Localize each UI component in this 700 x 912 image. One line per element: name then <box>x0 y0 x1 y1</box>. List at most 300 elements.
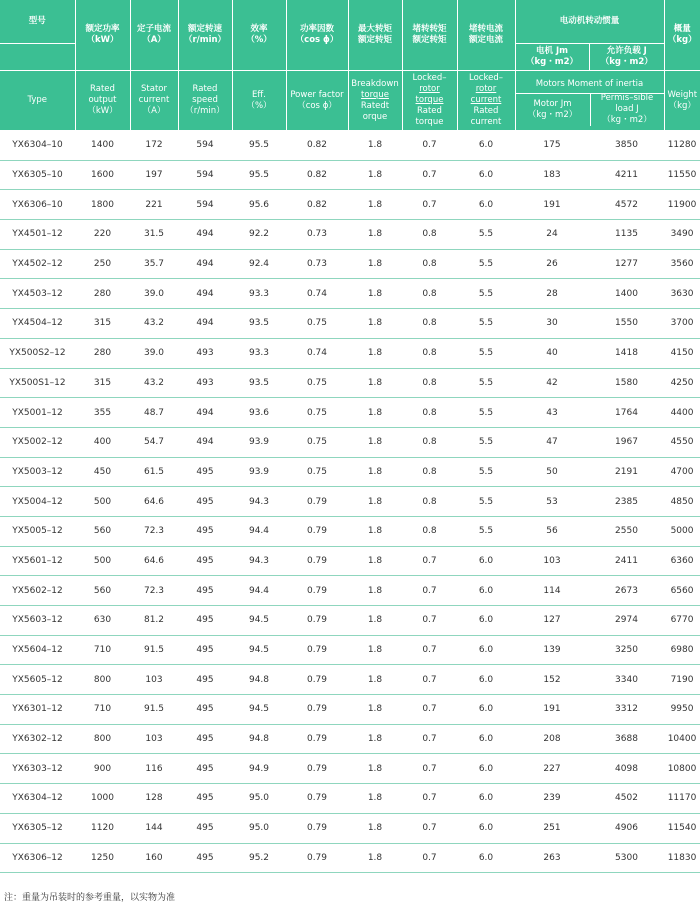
cell-breakdown-torque: 1.8 <box>348 606 402 636</box>
cell-efficiency: 95.0 <box>232 813 286 843</box>
cell-power-factor: 0.79 <box>286 665 348 695</box>
cell-permissible-load-j: 1277 <box>589 249 664 279</box>
cell-permissible-load-j: 1135 <box>589 220 664 250</box>
table-row <box>0 249 700 279</box>
cell-locked-rotor-torque: 0.7 <box>402 665 457 695</box>
cell-locked-rotor-torque: 0.7 <box>402 784 457 814</box>
cell-breakdown-torque: 1.8 <box>348 695 402 725</box>
cell-locked-rotor-current: 6.0 <box>457 131 515 161</box>
cell-locked-rotor-current: 5.5 <box>457 220 515 250</box>
cell-motor-jm: 30 <box>515 309 589 339</box>
cell-rated-speed: 494 <box>178 220 232 250</box>
cell-motor-jm: 263 <box>515 843 589 873</box>
cell-efficiency: 93.3 <box>232 338 286 368</box>
header-load-j-en <box>591 94 664 126</box>
cell-motor-jm: 191 <box>515 695 589 725</box>
cell-locked-rotor-current: 6.0 <box>457 754 515 784</box>
cell-power-factor: 0.74 <box>286 279 348 309</box>
header-text: torque <box>361 89 389 100</box>
cell-permissible-load-j: 2974 <box>589 606 664 636</box>
cell-efficiency: 94.8 <box>232 665 286 695</box>
header-text: （A） <box>142 35 166 45</box>
cell-weight: 6560 <box>664 576 700 606</box>
cell-permissible-load-j: 2673 <box>589 576 664 606</box>
cell-locked-rotor-torque: 0.7 <box>402 754 457 784</box>
cell-type: YX5002–12 <box>0 427 75 457</box>
cell-weight: 3560 <box>664 249 700 279</box>
header-text: 定子电流 <box>136 24 171 34</box>
cell-breakdown-torque: 1.8 <box>348 368 402 398</box>
header-text: rotor current <box>470 84 502 105</box>
cell-stator-current: 81.2 <box>130 606 178 636</box>
cell-rated-output: 450 <box>75 457 130 487</box>
cell-efficiency: 94.3 <box>232 487 286 517</box>
cell-rated-speed: 495 <box>178 813 232 843</box>
header-text: 允许负载 J <box>606 46 647 56</box>
header-text: 堵转转矩 <box>412 24 447 34</box>
cell-efficiency: 93.9 <box>232 427 286 457</box>
cell-rated-output: 710 <box>75 635 130 665</box>
table-row <box>0 606 700 636</box>
cell-permissible-load-j: 2385 <box>589 487 664 517</box>
cell-rated-output: 800 <box>75 665 130 695</box>
cell-motor-jm: 47 <box>515 427 589 457</box>
cell-rated-speed: 495 <box>178 635 232 665</box>
header-text: Rated <box>417 106 442 116</box>
cell-stator-current: 103 <box>130 665 178 695</box>
table-row <box>0 695 700 725</box>
cell-rated-output: 800 <box>75 724 130 754</box>
header-text: 型号 <box>28 16 46 26</box>
cell-permissible-load-j: 2191 <box>589 457 664 487</box>
cell-rated-output: 500 <box>75 487 130 517</box>
cell-stator-current: 39.0 <box>130 338 178 368</box>
cell-motor-jm: 42 <box>515 368 589 398</box>
cell-motor-jm: 114 <box>515 576 589 606</box>
header-text: （kg・m2） <box>600 57 653 67</box>
cell-locked-rotor-torque: 0.8 <box>402 457 457 487</box>
cell-weight: 4400 <box>664 398 700 428</box>
header-inertia-en-title <box>516 76 664 94</box>
cell-locked-rotor-current: 5.5 <box>457 457 515 487</box>
header-text: Motors Moment of inertia <box>535 78 644 89</box>
cell-motor-jm: 175 <box>515 131 589 161</box>
header-text: Ratedt <box>360 100 390 111</box>
cell-type: YX6306–12 <box>0 843 75 873</box>
cell-locked-rotor-current: 6.0 <box>457 813 515 843</box>
cell-stator-current: 31.5 <box>130 220 178 250</box>
cell-rated-output: 500 <box>75 546 130 576</box>
cell-weight: 11830 <box>664 843 700 873</box>
cell-locked-rotor-torque: 0.8 <box>402 427 457 457</box>
header-text: 概量 <box>673 24 691 34</box>
table-row <box>0 338 700 368</box>
header-text: current <box>470 117 502 127</box>
header-text: Motor Jm <box>533 98 572 109</box>
header-text: orque <box>362 111 388 122</box>
cell-weight: 4850 <box>664 487 700 517</box>
cell-rated-speed: 594 <box>178 190 232 220</box>
header-text: Weight <box>667 89 698 100</box>
table-row <box>0 131 700 161</box>
cell-stator-current: 39.0 <box>130 279 178 309</box>
cell-rated-speed: 495 <box>178 784 232 814</box>
cell-power-factor: 0.73 <box>286 220 348 250</box>
table-row <box>0 398 700 428</box>
cell-type: YX6304–12 <box>0 784 75 814</box>
header-text: （r/min） <box>183 35 227 45</box>
header-weight-en <box>664 71 700 131</box>
header-text: （r/min） <box>185 106 225 116</box>
cell-locked-rotor-current: 5.5 <box>457 338 515 368</box>
cell-motor-jm: 103 <box>515 546 589 576</box>
cell-efficiency: 94.4 <box>232 516 286 546</box>
cell-efficiency: 94.3 <box>232 546 286 576</box>
cell-power-factor: 0.75 <box>286 457 348 487</box>
table-row <box>0 546 700 576</box>
cell-permissible-load-j: 1550 <box>589 309 664 339</box>
cell-type: YX4503–12 <box>0 279 75 309</box>
header-output-zh <box>75 0 130 71</box>
cell-rated-output: 355 <box>75 398 130 428</box>
cell-efficiency: 94.8 <box>232 724 286 754</box>
cell-stator-current: 72.3 <box>130 516 178 546</box>
cell-weight: 10400 <box>664 724 700 754</box>
cell-locked-rotor-torque: 0.7 <box>402 695 457 725</box>
header-current-zh <box>130 0 178 71</box>
cell-weight: 11170 <box>664 784 700 814</box>
cell-weight: 7190 <box>664 665 700 695</box>
cell-type: YX5004–12 <box>0 487 75 517</box>
cell-efficiency: 95.5 <box>232 160 286 190</box>
cell-permissible-load-j: 3340 <box>589 665 664 695</box>
cell-stator-current: 221 <box>130 190 178 220</box>
cell-motor-jm: 183 <box>515 160 589 190</box>
cell-rated-output: 1000 <box>75 784 130 814</box>
header-locked-torque-zh <box>402 0 457 71</box>
cell-motor-jm: 191 <box>515 190 589 220</box>
cell-locked-rotor-current: 6.0 <box>457 665 515 695</box>
cell-permissible-load-j: 4098 <box>589 754 664 784</box>
header-text: Locked– <box>469 73 503 83</box>
cell-stator-current: 144 <box>130 813 178 843</box>
cell-weight: 11900 <box>664 190 700 220</box>
cell-stator-current: 128 <box>130 784 178 814</box>
cell-stator-current: 103 <box>130 724 178 754</box>
header-text: 电机 Jm <box>536 46 568 56</box>
header-text: 效率 <box>250 24 268 34</box>
header-text: 最大转矩 <box>357 24 392 34</box>
cell-locked-rotor-current: 6.0 <box>457 635 515 665</box>
header-text: output <box>88 95 117 105</box>
cell-locked-rotor-current: 5.5 <box>457 516 515 546</box>
cell-efficiency: 92.2 <box>232 220 286 250</box>
cell-rated-speed: 493 <box>178 338 232 368</box>
cell-power-factor: 0.79 <box>286 754 348 784</box>
cell-weight: 6980 <box>664 635 700 665</box>
cell-locked-rotor-torque: 0.8 <box>402 338 457 368</box>
cell-rated-output: 220 <box>75 220 130 250</box>
cell-stator-current: 91.5 <box>130 695 178 725</box>
cell-locked-rotor-current: 6.0 <box>457 843 515 873</box>
cell-breakdown-torque: 1.8 <box>348 754 402 784</box>
cell-rated-output: 315 <box>75 309 130 339</box>
cell-power-factor: 0.82 <box>286 190 348 220</box>
cell-breakdown-torque: 1.8 <box>348 813 402 843</box>
header-locked-current-zh <box>457 0 515 71</box>
header-inertia-en <box>515 71 664 131</box>
cell-rated-speed: 495 <box>178 576 232 606</box>
header-text: 额定转矩 <box>412 35 447 45</box>
header-locked-torque-en <box>402 71 457 131</box>
cell-type: YX6303–12 <box>0 754 75 784</box>
header-inertia-en-subcols <box>516 94 664 126</box>
header-text: 堵转电流 <box>468 24 503 34</box>
cell-breakdown-torque: 1.8 <box>348 427 402 457</box>
header-text: Locked– <box>412 73 447 83</box>
cell-locked-rotor-torque: 0.7 <box>402 190 457 220</box>
cell-locked-rotor-torque: 0.7 <box>402 546 457 576</box>
cell-weight: 9950 <box>664 695 700 725</box>
table-row <box>0 813 700 843</box>
header-text: （kg・m2） <box>602 115 652 125</box>
cell-breakdown-torque: 1.8 <box>348 487 402 517</box>
cell-permissible-load-j: 1400 <box>589 279 664 309</box>
cell-stator-current: 64.6 <box>130 546 178 576</box>
cell-rated-speed: 495 <box>178 546 232 576</box>
cell-type: YX4501–12 <box>0 220 75 250</box>
cell-power-factor: 0.75 <box>286 309 348 339</box>
cell-locked-rotor-current: 6.0 <box>457 576 515 606</box>
cell-breakdown-torque: 1.8 <box>348 784 402 814</box>
cell-rated-output: 1250 <box>75 843 130 873</box>
header-speed-zh <box>178 0 232 71</box>
table-header <box>0 0 700 131</box>
cell-power-factor: 0.75 <box>286 427 348 457</box>
header-text: Rated <box>473 106 499 116</box>
cell-rated-speed: 495 <box>178 843 232 873</box>
cell-type: YX5605–12 <box>0 665 75 695</box>
header-text: （kW） <box>87 106 118 116</box>
cell-breakdown-torque: 1.8 <box>348 843 402 873</box>
cell-power-factor: 0.79 <box>286 516 348 546</box>
cell-type: YX5003–12 <box>0 457 75 487</box>
header-text: （%） <box>246 35 272 45</box>
header-text: Rated <box>192 84 218 94</box>
cell-weight: 11540 <box>664 813 700 843</box>
header-text: （A） <box>142 106 166 116</box>
cell-motor-jm: 50 <box>515 457 589 487</box>
table-row <box>0 843 700 873</box>
cell-breakdown-torque: 1.8 <box>348 131 402 161</box>
cell-motor-jm: 152 <box>515 665 589 695</box>
cell-efficiency: 93.9 <box>232 457 286 487</box>
header-load-j-zh <box>589 44 664 71</box>
cell-permissible-load-j: 4502 <box>589 784 664 814</box>
cell-locked-rotor-torque: 0.7 <box>402 131 457 161</box>
cell-power-factor: 0.79 <box>286 843 348 873</box>
cell-weight: 10800 <box>664 754 700 784</box>
cell-rated-speed: 495 <box>178 457 232 487</box>
cell-weight: 11280 <box>664 131 700 161</box>
cell-weight: 11550 <box>664 160 700 190</box>
cell-efficiency: 95.5 <box>232 131 286 161</box>
header-text: 额定转速 <box>187 24 222 34</box>
table-row <box>0 487 700 517</box>
header-text: （%） <box>246 100 272 111</box>
cell-locked-rotor-current: 6.0 <box>457 160 515 190</box>
table-row <box>0 457 700 487</box>
cell-rated-output: 560 <box>75 516 130 546</box>
cell-locked-rotor-current: 6.0 <box>457 546 515 576</box>
cell-stator-current: 91.5 <box>130 635 178 665</box>
cell-locked-rotor-current: 5.5 <box>457 427 515 457</box>
cell-efficiency: 94.9 <box>232 754 286 784</box>
cell-stator-current: 35.7 <box>130 249 178 279</box>
cell-locked-rotor-torque: 0.7 <box>402 160 457 190</box>
cell-weight: 3700 <box>664 309 700 339</box>
table-row <box>0 190 700 220</box>
header-eff-zh <box>232 0 286 71</box>
cell-permissible-load-j: 3850 <box>589 131 664 161</box>
cell-stator-current: 48.7 <box>130 398 178 428</box>
cell-locked-rotor-current: 5.5 <box>457 279 515 309</box>
cell-stator-current: 43.2 <box>130 368 178 398</box>
header-text: load J <box>615 104 639 114</box>
header-inertia-zh <box>515 0 664 44</box>
table-row <box>0 516 700 546</box>
cell-stator-current: 160 <box>130 843 178 873</box>
cell-efficiency: 92.4 <box>232 249 286 279</box>
cell-permissible-load-j: 4906 <box>589 813 664 843</box>
cell-type: YX6301–12 <box>0 695 75 725</box>
cell-power-factor: 0.79 <box>286 724 348 754</box>
cell-rated-speed: 494 <box>178 279 232 309</box>
cell-rated-speed: 495 <box>178 754 232 784</box>
cell-permissible-load-j: 3688 <box>589 724 664 754</box>
cell-weight: 3630 <box>664 279 700 309</box>
cell-motor-jm: 251 <box>515 813 589 843</box>
cell-rated-speed: 495 <box>178 724 232 754</box>
cell-rated-output: 560 <box>75 576 130 606</box>
cell-stator-current: 116 <box>130 754 178 784</box>
cell-locked-rotor-current: 5.5 <box>457 398 515 428</box>
header-motor-jm-en <box>516 94 591 126</box>
header-weight-zh <box>664 0 700 71</box>
cell-rated-speed: 494 <box>178 249 232 279</box>
cell-motor-jm: 40 <box>515 338 589 368</box>
cell-efficiency: 94.4 <box>232 576 286 606</box>
cell-type: YX500S2–12 <box>0 338 75 368</box>
header-text: （cos ϕ） <box>295 35 339 45</box>
cell-type: YX5601–12 <box>0 546 75 576</box>
cell-motor-jm: 56 <box>515 516 589 546</box>
cell-locked-rotor-torque: 0.7 <box>402 576 457 606</box>
cell-type: YX6304–10 <box>0 131 75 161</box>
cell-rated-output: 1800 <box>75 190 130 220</box>
cell-type: YX5603–12 <box>0 606 75 636</box>
table-row <box>0 754 700 784</box>
header-locked-current-en <box>457 71 515 131</box>
cell-stator-current: 43.2 <box>130 309 178 339</box>
cell-rated-output: 280 <box>75 279 130 309</box>
cell-rated-speed: 495 <box>178 516 232 546</box>
cell-power-factor: 0.79 <box>286 813 348 843</box>
header-text: current <box>138 95 170 105</box>
cell-stator-current: 61.5 <box>130 457 178 487</box>
cell-stator-current: 172 <box>130 131 178 161</box>
cell-efficiency: 94.5 <box>232 635 286 665</box>
cell-rated-output: 1600 <box>75 160 130 190</box>
footnote: 注：重量为吊装时的参考重量，以实物为准 <box>4 893 176 903</box>
cell-rated-speed: 594 <box>178 160 232 190</box>
cell-locked-rotor-current: 5.5 <box>457 249 515 279</box>
cell-type: YX6305–12 <box>0 813 75 843</box>
cell-power-factor: 0.79 <box>286 487 348 517</box>
cell-efficiency: 95.2 <box>232 843 286 873</box>
cell-power-factor: 0.79 <box>286 784 348 814</box>
header-type-en <box>0 71 75 131</box>
cell-breakdown-torque: 1.8 <box>348 190 402 220</box>
cell-motor-jm: 239 <box>515 784 589 814</box>
cell-rated-speed: 494 <box>178 309 232 339</box>
cell-permissible-load-j: 1418 <box>589 338 664 368</box>
cell-power-factor: 0.79 <box>286 606 348 636</box>
cell-breakdown-torque: 1.8 <box>348 160 402 190</box>
cell-permissible-load-j: 4211 <box>589 160 664 190</box>
cell-breakdown-torque: 1.8 <box>348 457 402 487</box>
cell-permissible-load-j: 1967 <box>589 427 664 457</box>
cell-type: YX5005–12 <box>0 516 75 546</box>
cell-locked-rotor-torque: 0.7 <box>402 813 457 843</box>
cell-weight: 3490 <box>664 220 700 250</box>
cell-breakdown-torque: 1.8 <box>348 724 402 754</box>
cell-efficiency: 95.6 <box>232 190 286 220</box>
cell-type: YX500S1–12 <box>0 368 75 398</box>
cell-rated-output: 630 <box>75 606 130 636</box>
cell-breakdown-torque: 1.8 <box>348 309 402 339</box>
cell-breakdown-torque: 1.8 <box>348 338 402 368</box>
cell-rated-speed: 494 <box>178 427 232 457</box>
cell-breakdown-torque: 1.8 <box>348 635 402 665</box>
header-pf-zh <box>286 0 348 71</box>
cell-weight: 4150 <box>664 338 700 368</box>
cell-power-factor: 0.79 <box>286 546 348 576</box>
cell-stator-current: 197 <box>130 160 178 190</box>
cell-breakdown-torque: 1.8 <box>348 665 402 695</box>
table-row <box>0 279 700 309</box>
cell-locked-rotor-torque: 0.8 <box>402 368 457 398</box>
cell-locked-rotor-current: 6.0 <box>457 190 515 220</box>
cell-rated-output: 1400 <box>75 131 130 161</box>
cell-breakdown-torque: 1.8 <box>348 220 402 250</box>
cell-type: YX6306–10 <box>0 190 75 220</box>
cell-breakdown-torque: 1.8 <box>348 516 402 546</box>
cell-breakdown-torque: 1.8 <box>348 398 402 428</box>
table-row <box>0 665 700 695</box>
cell-breakdown-torque: 1.8 <box>348 576 402 606</box>
table-row <box>0 368 700 398</box>
header-breakdown-zh <box>348 0 402 71</box>
cell-motor-jm: 28 <box>515 279 589 309</box>
cell-locked-rotor-current: 6.0 <box>457 724 515 754</box>
cell-locked-rotor-torque: 0.8 <box>402 220 457 250</box>
cell-type: YX5604–12 <box>0 635 75 665</box>
cell-type: YX6305–10 <box>0 160 75 190</box>
cell-locked-rotor-torque: 0.7 <box>402 724 457 754</box>
header-text: 电动机转动惯量 <box>559 16 620 26</box>
header-speed-en <box>178 71 232 131</box>
